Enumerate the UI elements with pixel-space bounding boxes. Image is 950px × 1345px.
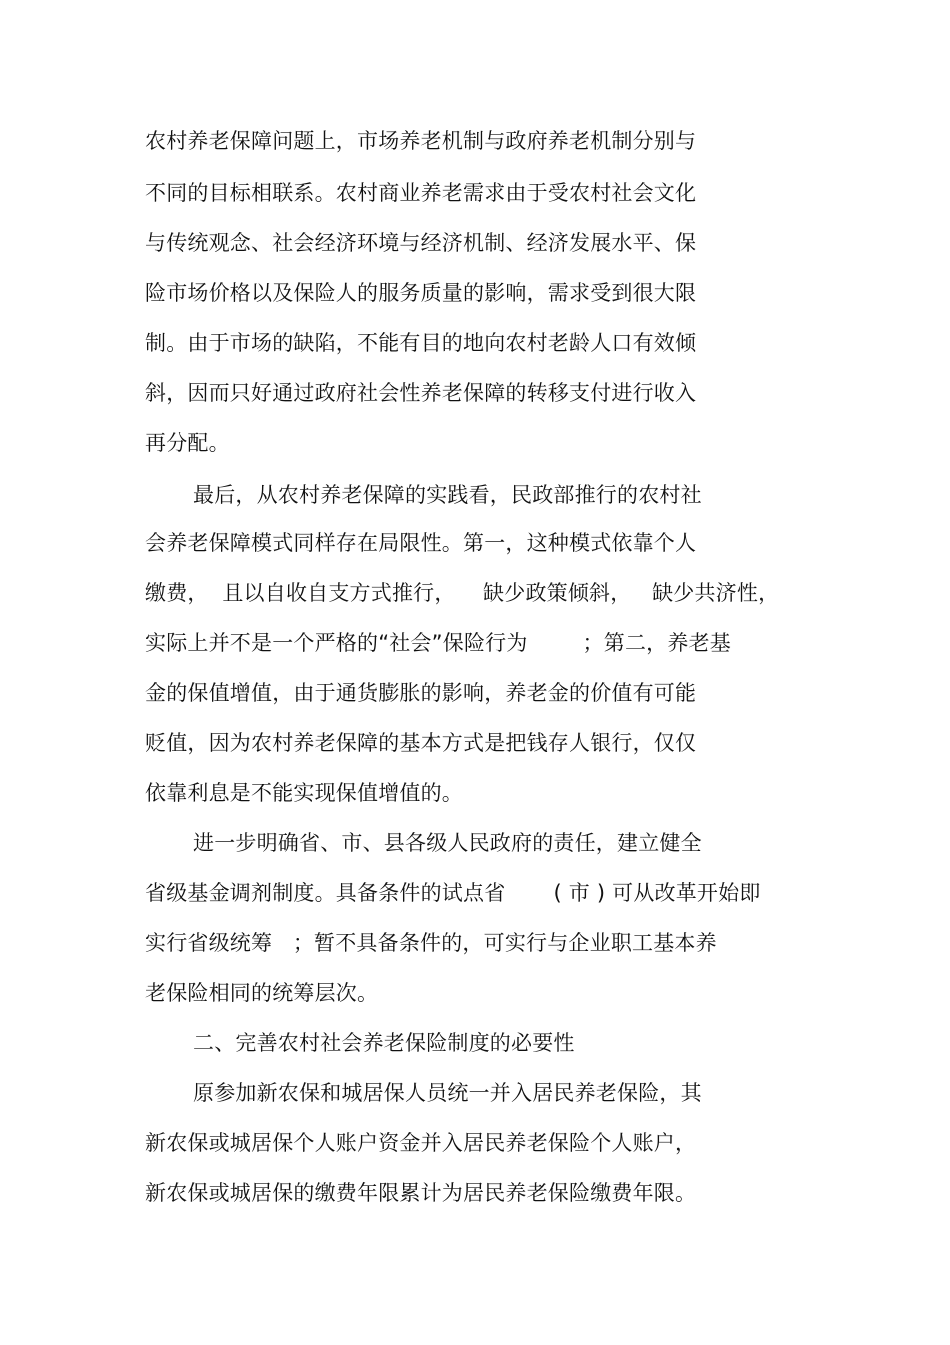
text-line: 金的保值增值，由于通货膨胀的影响，养老金的价值有可能 xyxy=(145,681,697,705)
text-line: 不同的目标相联系。农村商业养老需求由于受农村社会文化 xyxy=(145,181,697,205)
text-line: 斜，因而只好通过政府社会性养老保障的转移支付进行收入 xyxy=(145,381,697,405)
paragraph-first-line: 进一步明确省、市、县各级人民政府的责任，建立健全 xyxy=(193,831,702,855)
text-line: 缴费， 且以自收自支方式推行， 缺少政策倾斜， 缺少共济性， xyxy=(145,581,780,605)
paragraph-first-line: 原参加新农保和城居保人员统一并入居民养老保险，其 xyxy=(193,1081,702,1105)
text-line: 农村养老保障问题上，市场养老机制与政府养老机制分别与 xyxy=(145,129,697,153)
text-line: 省级基金调剂制度。具备条件的试点省 ( 市 ) 可从改革开始即 xyxy=(145,881,761,905)
text-line: 实际上并不是一个严格的“社会”保险行为 ；第二，养老基 xyxy=(145,631,731,655)
text-line: 新农保或城居保的缴费年限累计为居民养老保险缴费年限。 xyxy=(145,1181,697,1205)
paragraph-first-line: 最后，从农村养老保障的实践看，民政部推行的农村社 xyxy=(193,483,702,507)
text-line: 制。由于市场的缺陷，不能有目的地向农村老龄人口有效倾 xyxy=(145,331,697,355)
text-line: 与传统观念、社会经济环境与经济机制、经济发展水平、保 xyxy=(145,231,697,255)
text-line: 老保险相同的统筹层次。 xyxy=(145,981,379,1005)
section-heading: 二、完善农村社会养老保险制度的必要性 xyxy=(193,1031,575,1055)
text-line: 实行省级统筹 ；暂不具备条件的，可实行与企业职工基本养 xyxy=(145,931,717,955)
text-line: 贬值，因为农村养老保障的基本方式是把钱存人银行，仅仅 xyxy=(145,731,697,755)
text-line: 依靠利息是不能实现保值增值的。 xyxy=(145,781,463,805)
text-line: 新农保或城居保个人账户资金并入居民养老保险个人账户， xyxy=(145,1131,697,1155)
text-line: 险市场价格以及保险人的服务质量的影响，需求受到很大限 xyxy=(145,281,697,305)
text-line: 再分配。 xyxy=(145,431,230,455)
text-line: 会养老保障模式同样存在局限性。第一，这种模式依靠个人 xyxy=(145,531,697,555)
